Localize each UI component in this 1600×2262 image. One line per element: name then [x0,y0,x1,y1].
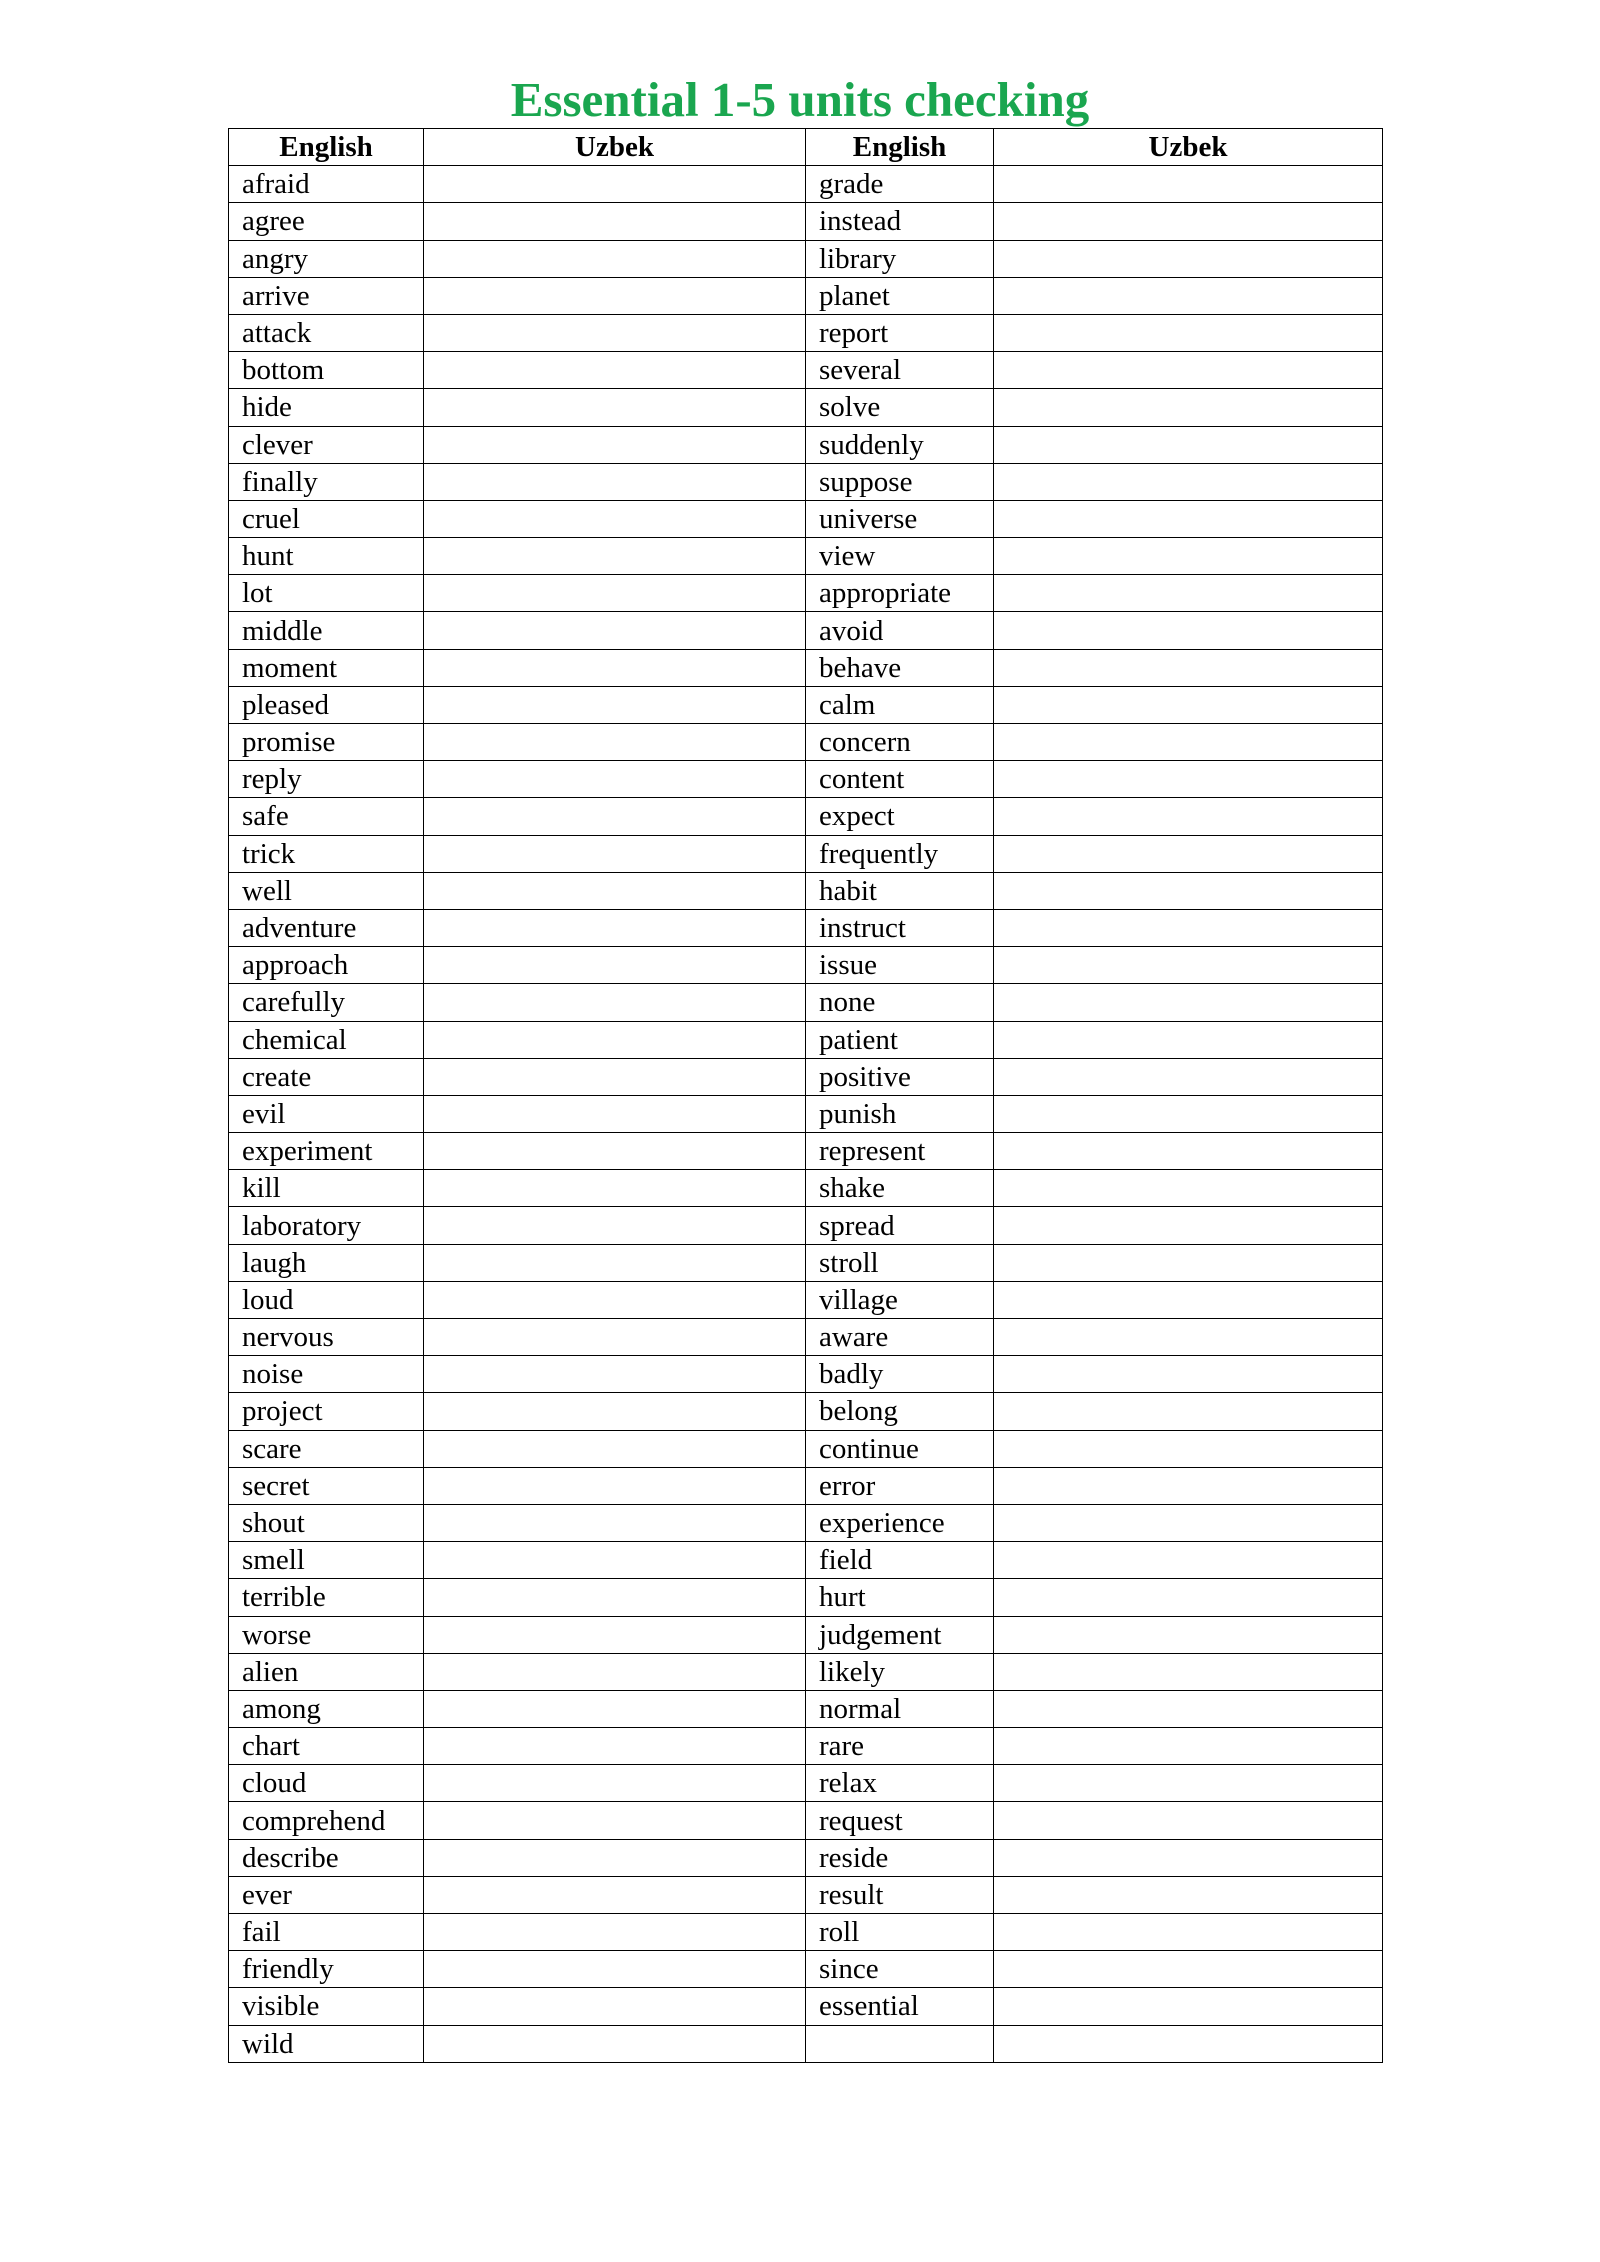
english-word-left: project [229,1393,424,1430]
uzbek-answer-right[interactable] [994,203,1383,240]
english-word-right: library [806,240,994,277]
header-english-left: English [229,129,424,166]
uzbek-answer-right[interactable] [994,835,1383,872]
english-word-right: judgement [806,1616,994,1653]
english-word-left: finally [229,463,424,500]
english-word-left: friendly [229,1951,424,1988]
english-word-right: several [806,352,994,389]
english-word-right: result [806,1876,994,1913]
table-row [229,1914,1383,1951]
english-word-right: instruct [806,909,994,946]
uzbek-answer-left[interactable] [424,1021,806,1058]
uzbek-answer-right[interactable] [994,1542,1383,1579]
english-word-left: well [229,872,424,909]
table-row [229,984,1383,1021]
uzbek-answer-right[interactable] [994,1319,1383,1356]
english-word-right: universe [806,500,994,537]
uzbek-answer-right[interactable] [994,1802,1383,1839]
page-title: Essential 1-5 units checking [510,72,1090,127]
english-word-right: shake [806,1170,994,1207]
uzbek-answer-left[interactable] [424,872,806,909]
english-word-left: chart [229,1728,424,1765]
uzbek-answer-left[interactable] [424,240,806,277]
english-word-right: reside [806,1839,994,1876]
table-row [229,1802,1383,1839]
english-word-left: approach [229,947,424,984]
english-word-right: rare [806,1728,994,1765]
english-word-right: aware [806,1319,994,1356]
table-row [229,761,1383,798]
uzbek-answer-left[interactable] [424,1579,806,1616]
uzbek-answer-left[interactable] [424,1542,806,1579]
english-word-right: frequently [806,835,994,872]
english-word-right: solve [806,389,994,426]
table-row [229,872,1383,909]
english-word-left: clever [229,426,424,463]
table-row [229,166,1383,203]
uzbek-answer-right[interactable] [994,277,1383,314]
header-english-right: English [806,129,994,166]
english-word-left: comprehend [229,1802,424,1839]
table-row [229,389,1383,426]
english-word-right: none [806,984,994,1021]
uzbek-answer-right[interactable] [994,761,1383,798]
english-word-left: terrible [229,1579,424,1616]
english-word-left: cloud [229,1765,424,1802]
uzbek-answer-right[interactable] [994,1579,1383,1616]
uzbek-answer-right[interactable] [994,798,1383,835]
vocabulary-table [228,128,1383,2063]
table-row [229,1653,1383,1690]
table-row [229,1579,1383,1616]
uzbek-answer-right[interactable] [994,649,1383,686]
english-word-right: stroll [806,1244,994,1281]
english-word-right: behave [806,649,994,686]
table-row [229,1728,1383,1765]
table-row [229,1616,1383,1653]
uzbek-answer-left[interactable] [424,1430,806,1467]
english-word-right: concern [806,724,994,761]
english-word-left: create [229,1058,424,1095]
table-row [229,649,1383,686]
uzbek-answer-left[interactable] [424,389,806,426]
english-word-left: smell [229,1542,424,1579]
english-word-left: secret [229,1467,424,1504]
english-word-left: ever [229,1876,424,1913]
english-word-left: laboratory [229,1207,424,1244]
uzbek-answer-left[interactable] [424,1504,806,1541]
table-row [229,1467,1383,1504]
uzbek-answer-left[interactable] [424,1765,806,1802]
uzbek-answer-left[interactable] [424,203,806,240]
english-word-right: continue [806,1430,994,1467]
uzbek-answer-left[interactable] [424,1839,806,1876]
uzbek-answer-right[interactable] [994,352,1383,389]
english-word-right: likely [806,1653,994,1690]
uzbek-answer-left[interactable] [424,761,806,798]
uzbek-answer-left[interactable] [424,1095,806,1132]
uzbek-answer-right[interactable] [994,872,1383,909]
uzbek-answer-right[interactable] [994,1988,1383,2025]
uzbek-answer-left[interactable] [424,2025,806,2062]
uzbek-answer-right[interactable] [994,1244,1383,1281]
english-word-left: cruel [229,500,424,537]
uzbek-answer-right[interactable] [994,1058,1383,1095]
english-word-right: issue [806,947,994,984]
uzbek-answer-right[interactable] [994,1504,1383,1541]
table-row [229,1281,1383,1318]
english-word-left: shout [229,1504,424,1541]
english-word-right: normal [806,1690,994,1727]
english-word-right: field [806,1542,994,1579]
uzbek-answer-right[interactable] [994,1839,1383,1876]
uzbek-answer-left[interactable] [424,612,806,649]
english-word-right: error [806,1467,994,1504]
uzbek-answer-left[interactable] [424,575,806,612]
table-row [229,314,1383,351]
english-word-right: belong [806,1393,994,1430]
header-uzbek-right: Uzbek [994,129,1383,166]
english-word-right: habit [806,872,994,909]
uzbek-answer-right[interactable] [994,538,1383,575]
table-row [229,1542,1383,1579]
uzbek-answer-left[interactable] [424,277,806,314]
uzbek-answer-right[interactable] [994,1095,1383,1132]
table-row [229,500,1383,537]
english-word-right: since [806,1951,994,1988]
uzbek-answer-left[interactable] [424,1616,806,1653]
english-word-left: chemical [229,1021,424,1058]
uzbek-answer-left[interactable] [424,1393,806,1430]
table-body [229,166,1383,2063]
english-word-left: laugh [229,1244,424,1281]
uzbek-answer-right[interactable] [994,1356,1383,1393]
table-row [229,835,1383,872]
uzbek-answer-left[interactable] [424,166,806,203]
english-word-right: calm [806,686,994,723]
english-word-left: carefully [229,984,424,1021]
uzbek-answer-left[interactable] [424,1356,806,1393]
english-word-right: badly [806,1356,994,1393]
uzbek-answer-left[interactable] [424,314,806,351]
table-row [229,1504,1383,1541]
table-row [229,1765,1383,1802]
table-row [229,724,1383,761]
uzbek-answer-right[interactable] [994,389,1383,426]
table-row [229,240,1383,277]
uzbek-answer-left[interactable] [424,426,806,463]
english-word-left: arrive [229,277,424,314]
uzbek-answer-left[interactable] [424,947,806,984]
uzbek-answer-left[interactable] [424,1207,806,1244]
uzbek-answer-right[interactable] [994,240,1383,277]
uzbek-answer-right[interactable] [994,463,1383,500]
uzbek-answer-left[interactable] [424,1319,806,1356]
uzbek-answer-right[interactable] [994,1914,1383,1951]
uzbek-answer-left[interactable] [424,724,806,761]
table-row [229,1095,1383,1132]
uzbek-answer-left[interactable] [424,1690,806,1727]
uzbek-answer-right[interactable] [994,1653,1383,1690]
uzbek-answer-right[interactable] [994,1876,1383,1913]
english-word-right: hurt [806,1579,994,1616]
english-word-right: punish [806,1095,994,1132]
uzbek-answer-right[interactable] [994,2025,1383,2062]
uzbek-answer-right[interactable] [994,1393,1383,1430]
english-word-left: evil [229,1095,424,1132]
table-row [229,538,1383,575]
uzbek-answer-left[interactable] [424,1988,806,2025]
english-word-left: worse [229,1616,424,1653]
table-row [229,1356,1383,1393]
table-row [229,686,1383,723]
uzbek-answer-right[interactable] [994,909,1383,946]
english-word-right: view [806,538,994,575]
uzbek-answer-left[interactable] [424,984,806,1021]
table-row [229,1839,1383,1876]
uzbek-answer-left[interactable] [424,909,806,946]
uzbek-answer-left[interactable] [424,1951,806,1988]
header-uzbek-left: Uzbek [424,129,806,166]
english-word-right: content [806,761,994,798]
english-word-left: among [229,1690,424,1727]
table-row [229,1876,1383,1913]
table-row [229,909,1383,946]
uzbek-answer-left[interactable] [424,1653,806,1690]
english-word-right: instead [806,203,994,240]
english-word-left: visible [229,1988,424,2025]
table-row [229,612,1383,649]
uzbek-answer-left[interactable] [424,1728,806,1765]
english-word-left: experiment [229,1133,424,1170]
table-row [229,203,1383,240]
english-word-right: grade [806,166,994,203]
table-row [229,1690,1383,1727]
uzbek-answer-right[interactable] [994,1467,1383,1504]
english-word-right: expect [806,798,994,835]
english-word-right: planet [806,277,994,314]
english-word-right: patient [806,1021,994,1058]
english-word-right: essential [806,1988,994,2025]
english-word-left: angry [229,240,424,277]
uzbek-answer-right[interactable] [994,1728,1383,1765]
uzbek-answer-left[interactable] [424,1914,806,1951]
header-row [229,129,1383,166]
table-row [229,1207,1383,1244]
english-word-left: fail [229,1914,424,1951]
uzbek-answer-right[interactable] [994,1021,1383,1058]
uzbek-answer-left[interactable] [424,1170,806,1207]
english-word-left: loud [229,1281,424,1318]
table-row [229,1988,1383,2025]
uzbek-answer-left[interactable] [424,1133,806,1170]
uzbek-answer-right[interactable] [994,1430,1383,1467]
english-word-left: bottom [229,352,424,389]
english-word-left: scare [229,1430,424,1467]
table-row [229,426,1383,463]
uzbek-answer-left[interactable] [424,352,806,389]
english-word-left: trick [229,835,424,872]
english-word-left: agree [229,203,424,240]
uzbek-answer-left[interactable] [424,463,806,500]
table-row [229,1058,1383,1095]
english-word-right: spread [806,1207,994,1244]
uzbek-answer-right[interactable] [994,500,1383,537]
table-row [229,463,1383,500]
uzbek-answer-left[interactable] [424,649,806,686]
uzbek-answer-right[interactable] [994,426,1383,463]
uzbek-answer-left[interactable] [424,835,806,872]
english-word-left: promise [229,724,424,761]
uzbek-answer-left[interactable] [424,1802,806,1839]
uzbek-answer-left[interactable] [424,1058,806,1095]
table-row [229,1430,1383,1467]
uzbek-answer-left[interactable] [424,798,806,835]
uzbek-answer-left[interactable] [424,1467,806,1504]
table-row [229,277,1383,314]
english-word-right: village [806,1281,994,1318]
english-word-left: nervous [229,1319,424,1356]
english-word-left: describe [229,1839,424,1876]
uzbek-answer-left[interactable] [424,1281,806,1318]
table-row [229,2025,1383,2062]
english-word-right: avoid [806,612,994,649]
english-word-right: request [806,1802,994,1839]
english-word-left: hunt [229,538,424,575]
table-row [229,1951,1383,1988]
english-word-left: alien [229,1653,424,1690]
english-word-left: lot [229,575,424,612]
english-word-left: afraid [229,166,424,203]
english-word-right: positive [806,1058,994,1095]
uzbek-answer-left[interactable] [424,500,806,537]
english-word-right: report [806,314,994,351]
uzbek-answer-left[interactable] [424,1876,806,1913]
uzbek-answer-right[interactable] [994,686,1383,723]
uzbek-answer-right[interactable] [994,1951,1383,1988]
uzbek-answer-right[interactable] [994,1133,1383,1170]
english-word-right: appropriate [806,575,994,612]
uzbek-answer-right[interactable] [994,166,1383,203]
english-word-left: safe [229,798,424,835]
table-row [229,575,1383,612]
english-word-left: middle [229,612,424,649]
english-word-right: relax [806,1765,994,1802]
table-row [229,947,1383,984]
table-row [229,1319,1383,1356]
english-word-right: suppose [806,463,994,500]
uzbek-answer-right[interactable] [994,1207,1383,1244]
english-word-left: reply [229,761,424,798]
english-word-left: pleased [229,686,424,723]
table-row [229,1133,1383,1170]
uzbek-answer-right[interactable] [994,314,1383,351]
uzbek-answer-left[interactable] [424,686,806,723]
table-row [229,1021,1383,1058]
english-word-left: kill [229,1170,424,1207]
table-row [229,352,1383,389]
table-row [229,1170,1383,1207]
table-row [229,1244,1383,1281]
english-word-left: noise [229,1356,424,1393]
table-row [229,1393,1383,1430]
uzbek-answer-right[interactable] [994,1281,1383,1318]
english-word-right: roll [806,1914,994,1951]
uzbek-answer-right[interactable] [994,575,1383,612]
uzbek-answer-right[interactable] [994,947,1383,984]
uzbek-answer-left[interactable] [424,538,806,575]
uzbek-answer-right[interactable] [994,1690,1383,1727]
english-word-right: experience [806,1504,994,1541]
english-word-right: represent [806,1133,994,1170]
uzbek-answer-right[interactable] [994,724,1383,761]
uzbek-answer-right[interactable] [994,1616,1383,1653]
english-word-left: attack [229,314,424,351]
english-word-right: suddenly [806,426,994,463]
table-row [229,798,1383,835]
uzbek-answer-right[interactable] [994,1170,1383,1207]
uzbek-answer-right[interactable] [994,612,1383,649]
uzbek-answer-left[interactable] [424,1244,806,1281]
english-word-left: adventure [229,909,424,946]
english-word-right [806,2025,994,2062]
uzbek-answer-right[interactable] [994,1765,1383,1802]
english-word-left: hide [229,389,424,426]
english-word-left: moment [229,649,424,686]
english-word-left: wild [229,2025,424,2062]
uzbek-answer-right[interactable] [994,984,1383,1021]
